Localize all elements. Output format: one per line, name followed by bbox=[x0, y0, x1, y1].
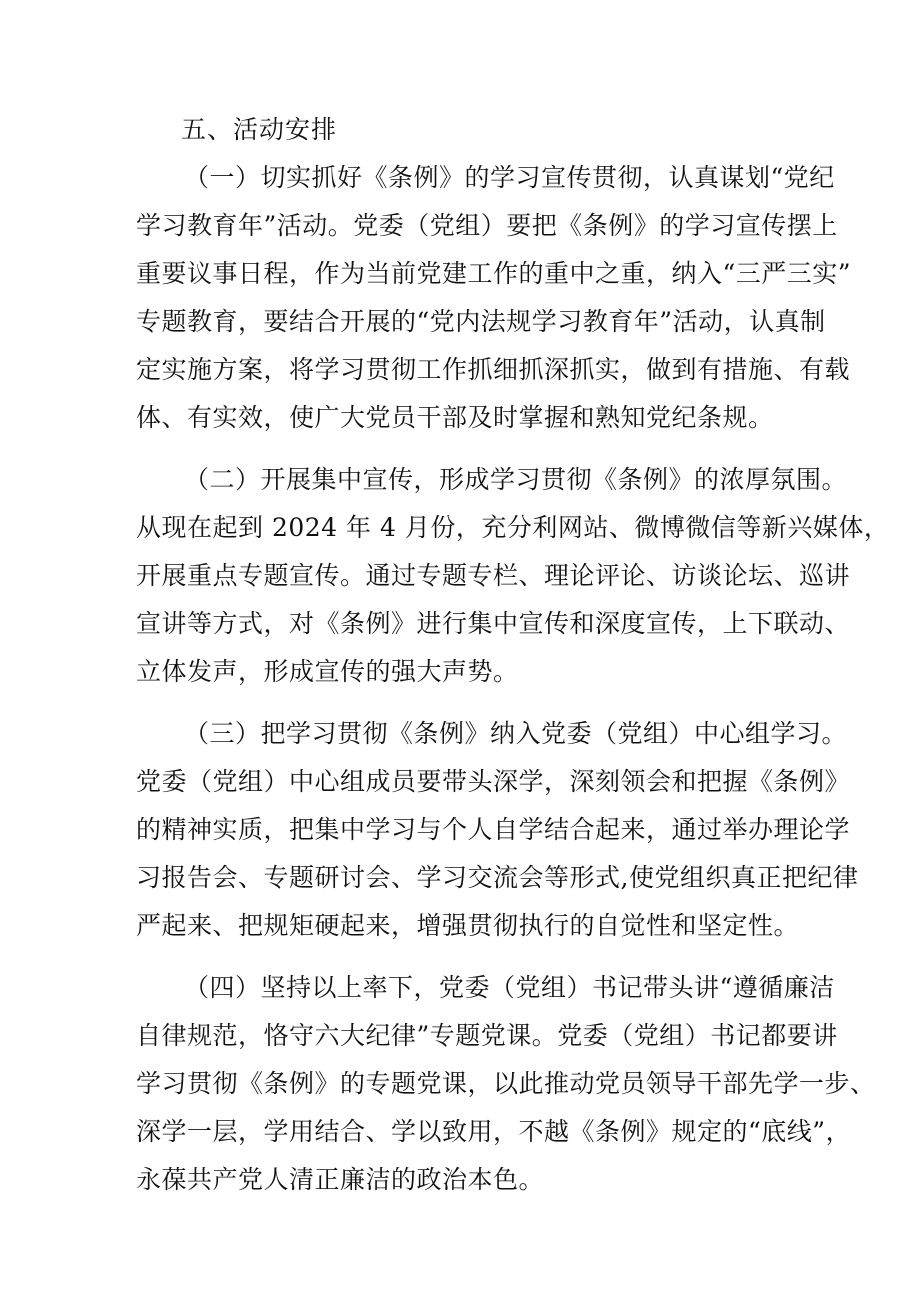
paragraph-line: 开展重点专题宣传。通过专题专栏、理论评论、访谈论坛、巡讲 bbox=[136, 561, 851, 590]
paragraph-line: （四）坚持以上率下，党委（党组）书记带头讲“遵循廉洁 bbox=[184, 973, 835, 1002]
paragraph-line: 从现在起到 2024 年 4 月份，充分利网站、微博微信等新兴媒体， bbox=[136, 513, 890, 542]
paragraph-line: 宣讲等方式，对《条例》进行集中宣传和深度宣传，上下联动、 bbox=[136, 609, 851, 638]
section-heading: 五、活动安排 bbox=[181, 115, 338, 144]
paragraph-line: 自律规范，恪守六大纪律”专题党课。党委（党组）书记都要讲 bbox=[136, 1021, 838, 1050]
paragraph-line: 学习贯彻《条例》的专题党课，以此推动党员领导干部先学一步、 bbox=[136, 1069, 876, 1098]
paragraph-3 bbox=[136, 710, 859, 950]
paragraph-line: 重要议事日程，作为当前党建工作的重中之重，纳入“三严三实” bbox=[136, 259, 852, 288]
paragraph-line: 定实施方案，将学习贯彻工作抓细抓深抓实，做到有措施、有载 bbox=[136, 355, 851, 384]
paragraph-line: 立体发声，形成宣传的强大声势。 bbox=[136, 657, 519, 686]
paragraph-line: 党委（党组）中心组成员要带头深学，深刻领会和把握《条例》 bbox=[136, 767, 851, 796]
paragraph-line: （三）把学习贯彻《条例》纳入党委（党组）中心组学习。 bbox=[184, 719, 848, 748]
paragraph-line: 永葆共产党人清正廉洁的政治本色。 bbox=[136, 1165, 545, 1194]
paragraph-line: 的精神实质，把集中学习与个人自学结合起来，通过举办理论学 bbox=[136, 815, 851, 844]
document-body bbox=[136, 154, 890, 1218]
paragraph-line: 学习教育年”活动。党委（党组）要把《条例》的学习宣传摆上 bbox=[136, 211, 838, 240]
paragraph-line: 习报告会、专题研讨会、学习交流会等形式,使党组织真正把纪律 bbox=[136, 863, 859, 892]
paragraph-line: （二）开展集中宣传，形成学习贯彻《条例》的浓厚氛围。 bbox=[184, 465, 848, 494]
paragraph-line: 专题教育，要结合开展的“党内法规学习教育年”活动，认真制 bbox=[136, 307, 826, 336]
paragraph-1 bbox=[136, 154, 852, 442]
paragraph-4 bbox=[136, 964, 876, 1204]
paragraph-2 bbox=[136, 456, 890, 696]
paragraph-line: （一）切实抓好《条例》的学习宣传贯彻，认真谋划“党纪 bbox=[184, 163, 835, 192]
paragraph-line: 严起来、把规矩硬起来，增强贯彻执行的自觉性和坚定性。 bbox=[136, 911, 800, 940]
paragraph-line: 体、有实效，使广大党员干部及时掌握和熟知党纪条规。 bbox=[136, 403, 774, 432]
paragraph-line: 深学一层，学用结合、学以致用，不越《条例》规定的“底线”， bbox=[136, 1117, 852, 1146]
